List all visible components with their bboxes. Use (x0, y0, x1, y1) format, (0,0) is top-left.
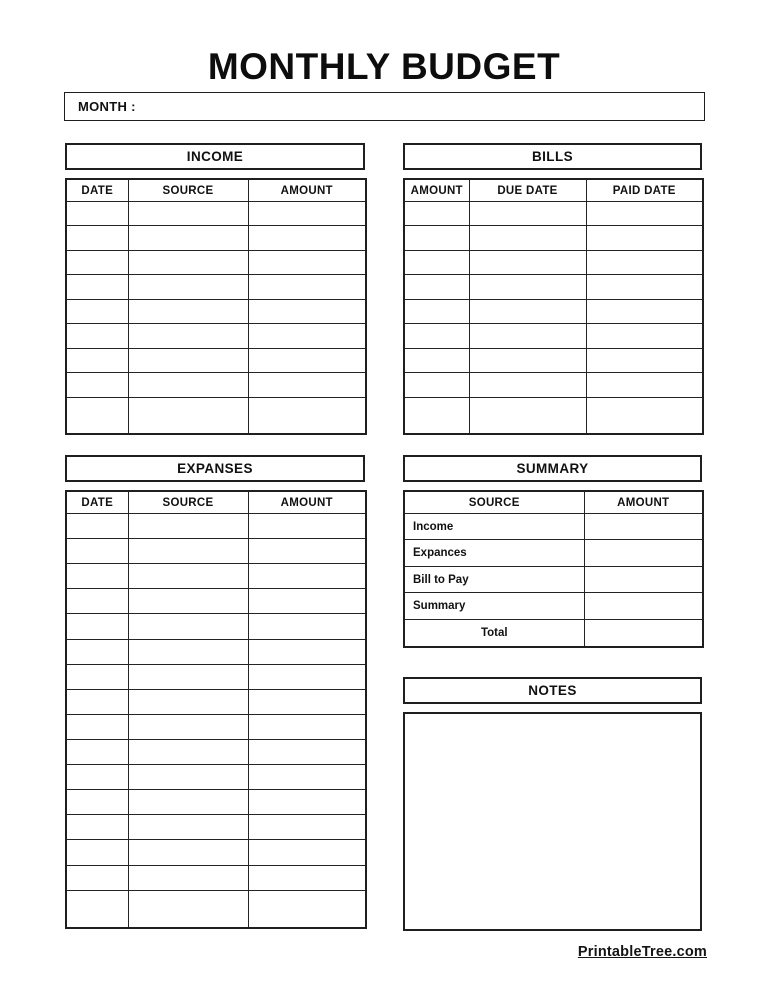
table-row (404, 275, 703, 299)
table-row (404, 348, 703, 372)
table-row (404, 202, 703, 226)
empty-cell (128, 514, 248, 539)
summary-table (403, 490, 704, 648)
table-row (66, 564, 366, 589)
table-row (66, 514, 366, 539)
empty-cell (66, 614, 128, 639)
footer-link[interactable]: PrintableTree.com (577, 944, 707, 960)
empty-cell (469, 275, 586, 299)
column-header: PAID DATE (586, 179, 703, 202)
empty-cell (66, 589, 128, 614)
empty-cell (128, 639, 248, 664)
empty-cell (584, 566, 703, 592)
summary-row-label: Summary (404, 593, 584, 619)
empty-cell (404, 397, 469, 434)
table-row (66, 202, 366, 226)
table-row (66, 299, 366, 323)
empty-cell (248, 226, 366, 250)
table-row (66, 739, 366, 764)
table-row (404, 397, 703, 434)
empty-cell (404, 275, 469, 299)
empty-cell (128, 324, 248, 348)
empty-cell (584, 540, 703, 566)
empty-cell (469, 373, 586, 397)
empty-cell (248, 639, 366, 664)
table-row (66, 250, 366, 274)
summary-row-label: Expances (404, 540, 584, 566)
empty-cell (248, 564, 366, 589)
table-row (404, 324, 703, 348)
summary-section (403, 455, 702, 648)
empty-cell (584, 514, 703, 540)
empty-cell (66, 275, 128, 299)
bills-section-header (403, 143, 702, 170)
empty-cell (248, 348, 366, 372)
summary-section-header (403, 455, 702, 482)
table-row (66, 765, 366, 790)
empty-cell (248, 397, 366, 434)
table-row (66, 539, 366, 564)
table-row (404, 299, 703, 323)
empty-cell (66, 564, 128, 589)
expanses-section (65, 455, 365, 929)
empty-cell (586, 397, 703, 434)
empty-cell (469, 202, 586, 226)
table-row (404, 226, 703, 250)
empty-cell (66, 890, 128, 928)
table-row (66, 714, 366, 739)
bills-section-title: BILLS (532, 149, 573, 164)
empty-cell (66, 514, 128, 539)
empty-cell (128, 614, 248, 639)
income-section-title: INCOME (186, 149, 244, 164)
empty-cell (66, 397, 128, 434)
page-title: MONTHLY BUDGET (207, 46, 561, 87)
empty-cell (128, 373, 248, 397)
empty-cell (66, 226, 128, 250)
empty-cell (128, 765, 248, 790)
table-row (66, 790, 366, 815)
table-row (66, 865, 366, 890)
empty-cell (66, 348, 128, 372)
column-header: SOURCE (404, 491, 584, 514)
empty-cell (66, 539, 128, 564)
column-header: DATE (66, 179, 128, 202)
empty-cell (248, 714, 366, 739)
empty-cell (248, 275, 366, 299)
empty-cell (586, 226, 703, 250)
empty-cell (128, 739, 248, 764)
empty-cell (66, 299, 128, 323)
empty-cell (248, 890, 366, 928)
income-table (65, 178, 367, 435)
empty-cell (66, 373, 128, 397)
table-row (66, 840, 366, 865)
table-row (66, 275, 366, 299)
empty-cell (586, 373, 703, 397)
empty-cell (128, 840, 248, 865)
empty-cell (248, 815, 366, 840)
table-row (66, 397, 366, 434)
empty-cell (66, 865, 128, 890)
table-row (66, 324, 366, 348)
empty-cell (248, 689, 366, 714)
empty-cell (404, 348, 469, 372)
empty-cell (128, 299, 248, 323)
column-header: AMOUNT (248, 491, 366, 514)
empty-cell (248, 765, 366, 790)
empty-cell (248, 589, 366, 614)
income-section (65, 143, 365, 435)
empty-cell (248, 324, 366, 348)
table-row (66, 373, 366, 397)
empty-cell (66, 202, 128, 226)
table-row (404, 250, 703, 274)
table-row (66, 890, 366, 928)
empty-cell (404, 226, 469, 250)
empty-cell (66, 324, 128, 348)
empty-cell (404, 373, 469, 397)
notes-section-header (403, 677, 702, 704)
bills-section (403, 143, 702, 435)
column-header: SOURCE (128, 491, 248, 514)
empty-cell (248, 739, 366, 764)
empty-cell (66, 714, 128, 739)
table-row (66, 348, 366, 372)
empty-cell (584, 593, 703, 619)
table-row (66, 614, 366, 639)
empty-cell (248, 202, 366, 226)
empty-cell (66, 639, 128, 664)
table-row (66, 639, 366, 664)
empty-cell (248, 840, 366, 865)
expanses-section-header (65, 455, 365, 482)
month-field (64, 92, 705, 121)
column-header: AMOUNT (248, 179, 366, 202)
column-header: AMOUNT (404, 179, 469, 202)
notes-section-title: NOTES (528, 683, 577, 698)
empty-cell (248, 250, 366, 274)
empty-cell (586, 348, 703, 372)
notes-area (403, 712, 702, 931)
empty-cell (128, 589, 248, 614)
table-row (66, 589, 366, 614)
empty-cell (586, 324, 703, 348)
empty-cell (128, 689, 248, 714)
empty-cell (469, 348, 586, 372)
empty-cell (128, 815, 248, 840)
column-header: AMOUNT (584, 491, 703, 514)
column-header: SOURCE (128, 179, 248, 202)
empty-cell (248, 790, 366, 815)
empty-cell (128, 202, 248, 226)
empty-cell (128, 790, 248, 815)
empty-cell (404, 299, 469, 323)
summary-row-label: Total (404, 619, 584, 647)
empty-cell (128, 664, 248, 689)
table-row (66, 226, 366, 250)
empty-cell (404, 202, 469, 226)
empty-cell (128, 226, 248, 250)
empty-cell (128, 890, 248, 928)
table-row (66, 664, 366, 689)
empty-cell (586, 299, 703, 323)
empty-cell (248, 514, 366, 539)
table-row (66, 815, 366, 840)
empty-cell (248, 299, 366, 323)
empty-cell (404, 250, 469, 274)
empty-cell (404, 324, 469, 348)
empty-cell (248, 539, 366, 564)
expanses-section-title: EXPANSES (177, 461, 253, 476)
empty-cell (66, 664, 128, 689)
summary-row-label: Income (404, 514, 584, 540)
summary-section-title: SUMMARY (516, 461, 589, 476)
empty-cell (586, 250, 703, 274)
empty-cell (66, 689, 128, 714)
notes-section (403, 677, 702, 704)
empty-cell (586, 202, 703, 226)
empty-cell (248, 614, 366, 639)
empty-cell (66, 790, 128, 815)
expanses-table (65, 490, 367, 929)
empty-cell (128, 564, 248, 589)
empty-cell (128, 275, 248, 299)
empty-cell (586, 275, 703, 299)
empty-cell (66, 739, 128, 764)
empty-cell (584, 619, 703, 647)
empty-cell (66, 840, 128, 865)
empty-cell (248, 664, 366, 689)
empty-cell (128, 250, 248, 274)
empty-cell (128, 714, 248, 739)
empty-cell (66, 815, 128, 840)
table-row (66, 689, 366, 714)
empty-cell (469, 226, 586, 250)
empty-cell (128, 397, 248, 434)
empty-cell (66, 765, 128, 790)
empty-cell (128, 865, 248, 890)
summary-row-label: Bill to Pay (404, 566, 584, 592)
income-section-header (65, 143, 365, 170)
empty-cell (469, 397, 586, 434)
month-label: MONTH : (78, 99, 136, 114)
empty-cell (66, 250, 128, 274)
bills-table (403, 178, 704, 435)
empty-cell (469, 250, 586, 274)
column-header: DATE (66, 491, 128, 514)
empty-cell (248, 373, 366, 397)
empty-cell (128, 348, 248, 372)
column-header: DUE DATE (469, 179, 586, 202)
table-row (404, 373, 703, 397)
empty-cell (469, 299, 586, 323)
empty-cell (248, 865, 366, 890)
empty-cell (469, 324, 586, 348)
empty-cell (128, 539, 248, 564)
